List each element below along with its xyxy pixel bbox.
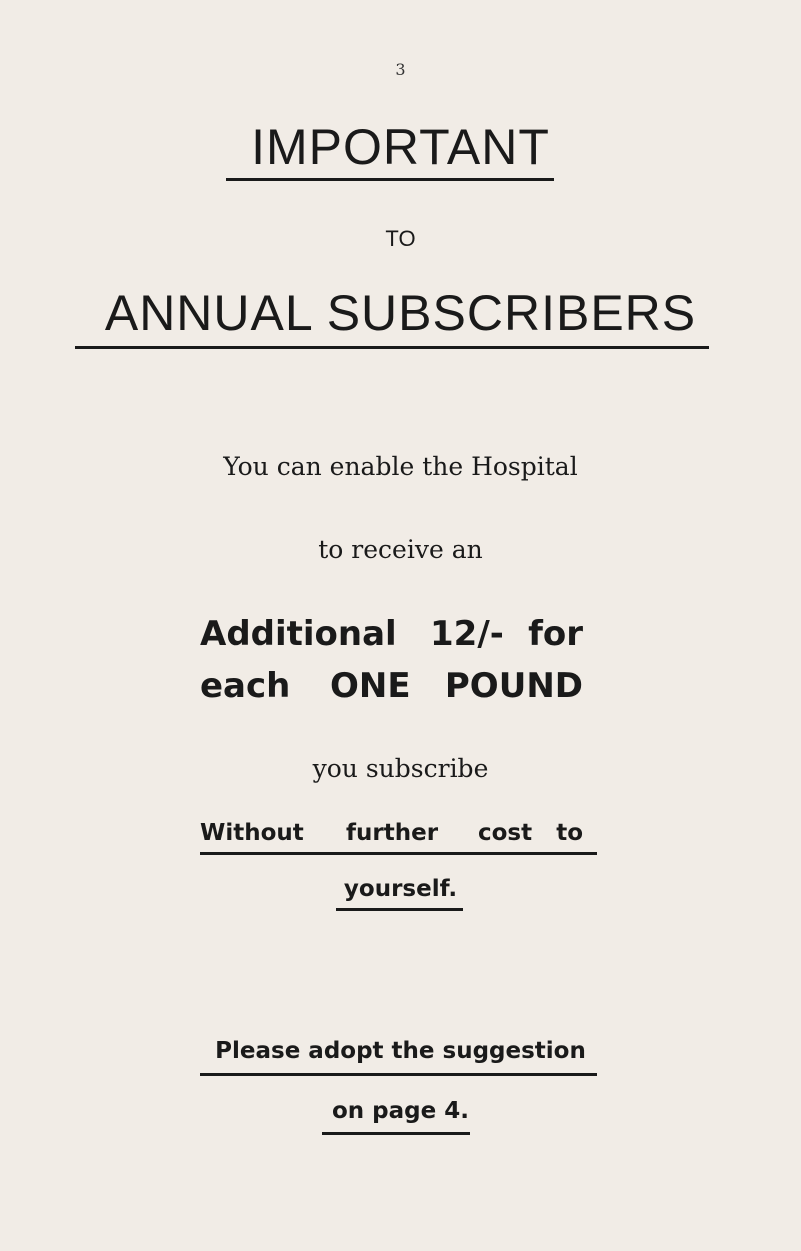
cost-word: cost <box>478 820 533 846</box>
heading-annual-subscribers: ANNUAL SUBSCRIBERS <box>104 285 697 341</box>
body-line-receive: to receive an <box>318 535 483 564</box>
without-word: Without <box>200 820 304 846</box>
body-line-enable-hospital: You can enable the Hospital <box>223 452 578 481</box>
heading-underline <box>226 178 554 181</box>
footer-page-reference: on page 4. <box>332 1098 469 1124</box>
without-underline <box>200 852 597 855</box>
heading-important: IMPORTANT <box>251 119 550 175</box>
suggestion-underline <box>200 1073 597 1076</box>
page-number: 3 <box>395 60 406 79</box>
to-word: to <box>556 820 583 846</box>
further-word: further <box>346 820 439 846</box>
amount-shillings: 12/- <box>430 614 504 654</box>
subscribers-underline <box>75 346 709 349</box>
pound-word: POUND <box>444 666 583 706</box>
yourself-underline <box>336 908 463 911</box>
yourself-word: yourself. <box>343 876 458 902</box>
one-word: ONE <box>330 666 411 706</box>
each-word: each <box>200 666 291 706</box>
body-line-subscribe: you subscribe <box>312 754 489 783</box>
additional-word: Additional <box>200 614 397 654</box>
footer-suggestion: Please adopt the suggestion <box>215 1038 586 1064</box>
page-reference-underline <box>322 1132 470 1135</box>
for-word: for <box>528 614 583 654</box>
heading-to: TO <box>385 226 416 251</box>
